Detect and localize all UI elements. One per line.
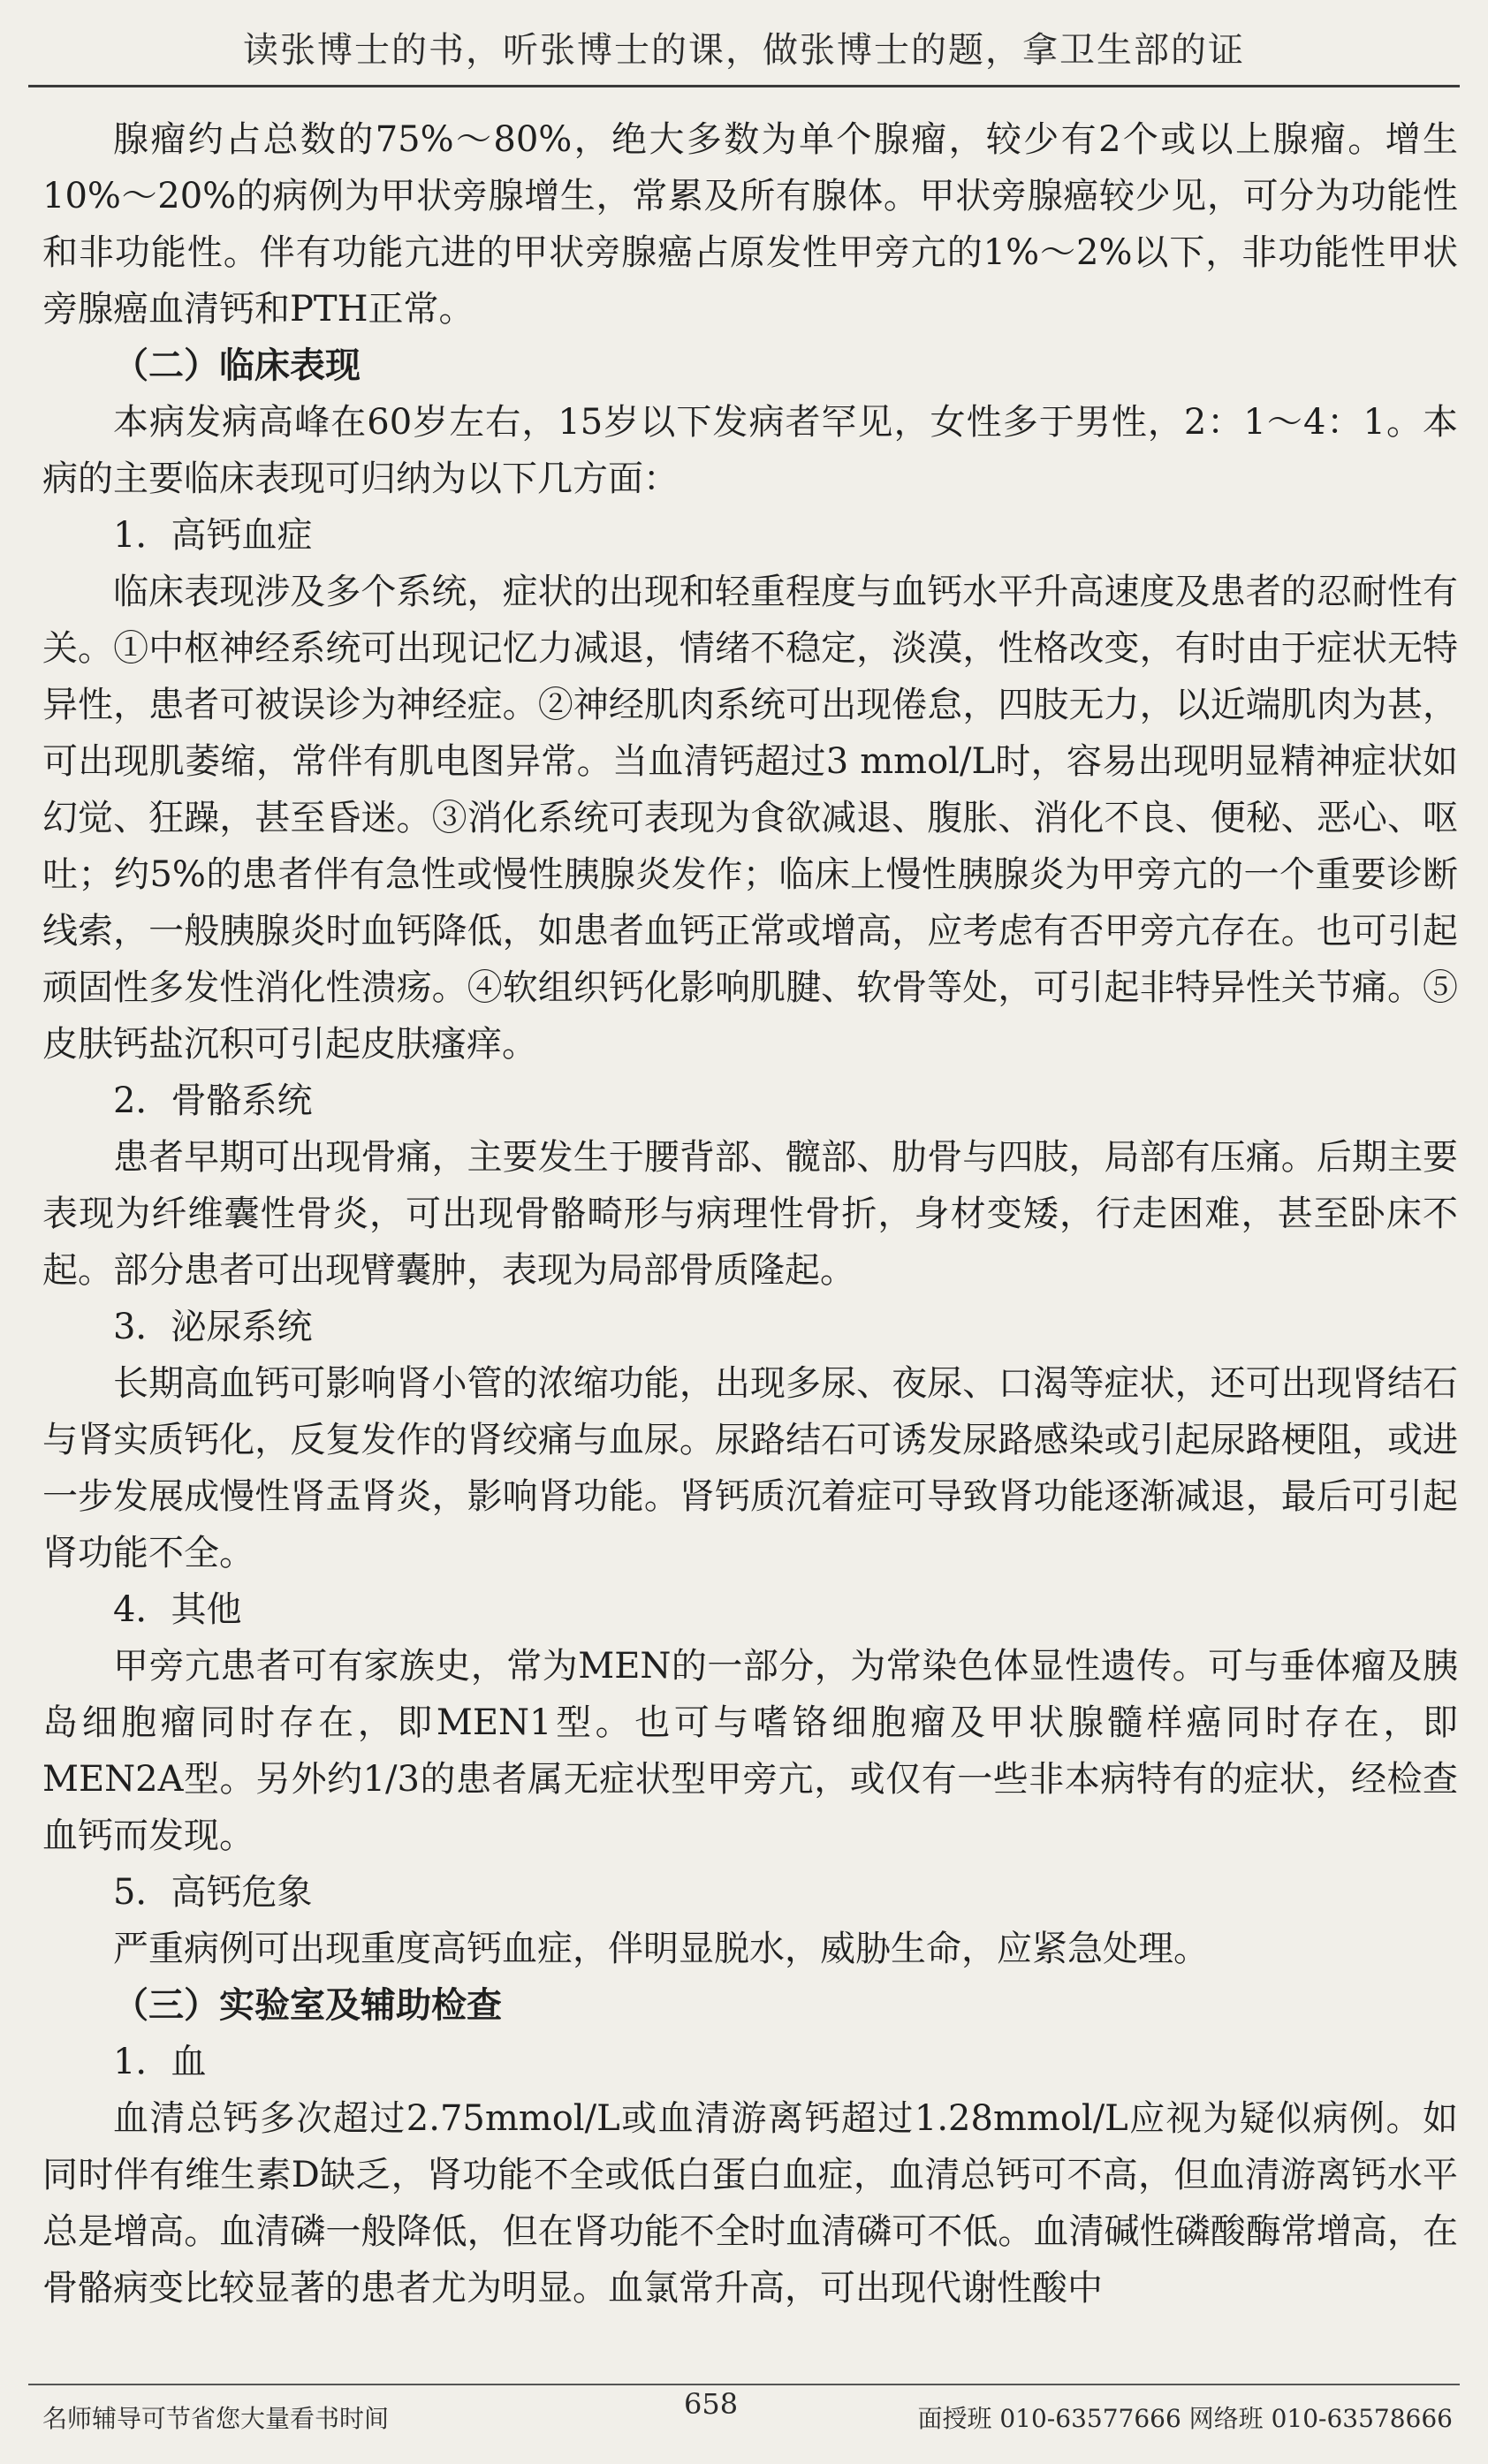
subheading-hypercalcemia: 1．高钙血症 [113, 515, 313, 556]
paragraph-hypercalcemia: 临床表现涉及多个系统，症状的出现和轻重程度与血钙水平升高速度及患者的忍耐性有关。①中枢神经系统可出现记忆力减退，情绪不稳定，淡漠，性格改变，有时由于症状无特异性，患者可被误诊为神经症。②神经肌肉系统可出现倦怠，四肢无力，以近端肌肉为甚，可出现肌萎缩，常伴有肌电图异常。当血清钙超过3 mmol/L时，容易出现明显精神症状如幻觉、狂躁，甚至昏迷。③消化系统可表现为食欲减退、腹胀、消化不良、便秘、恶心、呕吐；约5%的患者伴有急性或慢性胰腺炎发作；临床上慢性胰腺炎为甲旁亢的一个重要诊断线索，一般胰腺炎时血钙降低，如患者血钙正常或增高，应考虑有否甲旁亢存在。也可引起顽固性多发性消化性溃疡。④软组织钙化影响肌腱、软骨等处，可引起非特异性关节痛。⑤皮肤钙盐沉积可引起皮肤瘙痒。 [42, 572, 1458, 1065]
heading-clinical-manifestations: （二）临床表现 [113, 345, 361, 386]
header-rule [28, 85, 1460, 87]
paragraph-intro: 腺瘤约占总数的75%～80%，绝大多数为单个腺瘤，较少有2个或以上腺瘤。增生10%～20%的病例为甲状旁腺增生，常累及所有腺体。甲状旁腺癌较少见，可分为功能性和非功能性。伴有功能亢进的甲状旁腺癌占原发性甲旁亢的1%～2%以下，非功能性甲状旁腺癌血清钙和PTH正常。 [42, 119, 1458, 330]
running-footer [42, 2387, 1453, 2440]
footer-slogan: 名师辅导可节省您大量看书时间 [42, 2404, 390, 2433]
running-header: 读张博士的书，听张博士的课，做张博士的题，拿卫生部的证 [243, 29, 1245, 71]
page-body [42, 111, 1458, 2316]
paragraph-skeletal-system: 患者早期可出现骨痛，主要发生于腰背部、髋部、肋骨与四肢，局部有压痛。后期主要表现为纤维囊性骨炎，可出现骨骼畸形与病理性骨折，身材变矮，行走困难，甚至卧床不起。部分患者可出现臂囊肿，表现为局部骨质隆起。 [42, 1137, 1458, 1291]
paragraph-blood: 血清总钙多次超过2.75mmol/L或血清游离钙超过1.28mmol/L应视为疑似病例。如同时伴有维生素D缺乏，肾功能不全或低白蛋白血症，血清总钙可不高，但血清游离钙水平总是增高。血清磷一般降低，但在肾功能不全时血清磷可不低。血清碱性磷酸酶常增高，在骨骼病变比较显著的患者尤为明显。血氯常升高，可出现代谢性酸中 [42, 2098, 1458, 2309]
page-number: 658 [684, 2387, 739, 2421]
paragraph-urinary-system: 长期高血钙可影响肾小管的浓缩功能，出现多尿、夜尿、口渴等症状，还可出现肾结石与肾实质钙化，反复发作的肾绞痛与血尿。尿路结石可诱发尿路感染或引起尿路梗阻，或进一步发展成慢性肾盂肾炎，影响肾功能。肾钙质沉着症可导致肾功能逐渐减退，最后可引起肾功能不全。 [42, 1363, 1458, 1573]
subheading-skeletal-system: 2．骨骼系统 [113, 1080, 313, 1121]
footer-contact: 面授班 010-63577666 网络班 010-63578666 [917, 2404, 1453, 2433]
paragraph-other: 甲旁亢患者可有家族史，常为MEN的一部分，为常染色体显性遗传。可与垂体瘤及胰岛细胞瘤同时存在，即MEN1型。也可与嗜铬细胞瘤及甲状腺髓样癌同时存在，即MEN2A型。另外约1/3的患者属无症状型甲旁亢，或仅有一些非本病特有的症状，经检查血钙而发现。 [42, 1646, 1458, 1856]
subheading-hypercalcemic-crisis: 5．高钙危象 [113, 1872, 313, 1913]
subheading-urinary-system: 3．泌尿系统 [113, 1307, 313, 1347]
paragraph-clinical-overview: 本病发病高峰在60岁左右，15岁以下发病者罕见，女性多于男性，2：1～4：1。本病的主要临床表现可归纳为以下几方面： [42, 402, 1458, 499]
footer-rule [28, 2384, 1460, 2385]
paragraph-hypercalcemic-crisis: 严重病例可出现重度高钙血症，伴明显脱水，威胁生命，应紧急处理。 [113, 1929, 1209, 1969]
subheading-blood: 1．血 [113, 2042, 207, 2082]
subheading-other: 4．其他 [113, 1589, 242, 1630]
heading-lab-tests: （三）实验室及辅助检查 [113, 1984, 502, 2026]
